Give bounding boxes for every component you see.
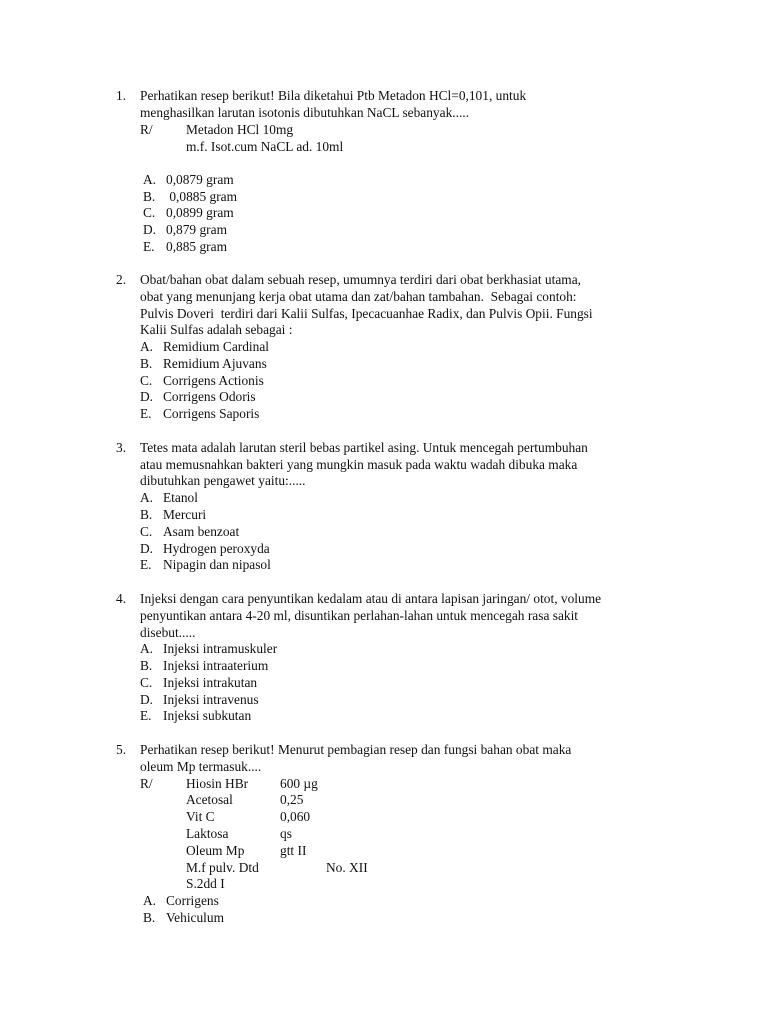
option-text: Hydrogen peroxyda bbox=[163, 541, 270, 556]
option-letter: D. bbox=[140, 541, 154, 556]
option-text: Corrigens bbox=[166, 893, 219, 908]
option-text: Corrigens Odoris bbox=[163, 389, 256, 404]
option-text: 0,879 gram bbox=[166, 222, 227, 237]
question-stem-line: Tetes mata adalah larutan steril bebas partikel asing. Untuk mencegah pertumbuhan bbox=[140, 440, 588, 455]
recipe-ingredient: Laktosa bbox=[186, 826, 229, 841]
option-text: Corrigens Actionis bbox=[163, 373, 264, 388]
option-text: Etanol bbox=[163, 490, 198, 505]
option-text: Injeksi intraaterium bbox=[163, 658, 269, 673]
option-letter: A. bbox=[140, 490, 154, 505]
question-stem-line: Obat/bahan obat dalam sebuah resep, umumnya terdiri dari obat berkhasiat utama, bbox=[140, 272, 581, 287]
option-text: Injeksi intrakutan bbox=[163, 675, 258, 690]
option-text: Remidium Ajuvans bbox=[163, 356, 267, 371]
option-text: Injeksi intravenus bbox=[163, 692, 259, 707]
recipe-ingredient: Oleum Mp bbox=[186, 843, 245, 858]
question-stem-line: dibutuhkan pengawet yaitu:..... bbox=[140, 473, 306, 488]
recipe-ingredient: Hiosin HBr bbox=[186, 776, 249, 791]
option-letter: B. bbox=[140, 356, 153, 371]
question-stem-line: Perhatikan resep berikut! Bila diketahui Ptb Metadon HCl=0,101, untuk bbox=[140, 88, 527, 103]
option-text: Injeksi subkutan bbox=[163, 708, 252, 723]
recipe-dose: 600 µg bbox=[280, 776, 318, 791]
recipe-dose: gtt II bbox=[280, 843, 307, 858]
option-letter: A. bbox=[140, 641, 154, 656]
option-letter: E. bbox=[140, 557, 152, 572]
option-text: Vehiculum bbox=[166, 910, 225, 925]
question-stem-line: Pulvis Doveri terdiri dari Kalii Sulfas, Ipecacuanhae Radix, dan Pulvis Opii. Fungsi bbox=[140, 306, 593, 321]
question-stem-line: Perhatikan resep berikut! Menurut pembagian resep dan fungsi bahan obat maka bbox=[140, 742, 572, 757]
question-number: 4. bbox=[116, 591, 127, 606]
recipe-quantity: No. XII bbox=[326, 860, 368, 875]
question-number: 3. bbox=[116, 440, 127, 455]
question-number: 2. bbox=[116, 272, 127, 287]
option-text: Remidium Cardinal bbox=[163, 339, 269, 354]
recipe-dose: 0,060 bbox=[280, 809, 311, 824]
recipe-signa: S.2dd I bbox=[186, 876, 225, 891]
recipe-label: R/ bbox=[140, 776, 153, 791]
option-text: Corrigens Saporis bbox=[163, 406, 260, 421]
question-stem-line: disebut..... bbox=[140, 625, 196, 640]
option-text: 0,0899 gram bbox=[166, 205, 234, 220]
question-stem-line: penyuntikan antara 4-20 ml, disuntikan perlahan-lahan untuk mencegah rasa sakit bbox=[140, 608, 579, 623]
option-letter: E. bbox=[143, 239, 155, 254]
question-stem-line: Kalii Sulfas adalah sebagai : bbox=[140, 322, 293, 337]
question-stem-line: Injeksi dengan cara penyuntikan kedalam atau di antara lapisan jaringan/ otot, volume bbox=[140, 591, 602, 606]
option-letter: B. bbox=[143, 910, 156, 925]
option-letter: C. bbox=[140, 524, 153, 539]
recipe-dose: qs bbox=[280, 826, 292, 841]
option-text: Asam benzoat bbox=[163, 524, 240, 539]
recipe-ingredient: Acetosal bbox=[186, 792, 233, 807]
option-letter: D. bbox=[140, 692, 154, 707]
option-letter: C. bbox=[143, 205, 156, 220]
option-letter: A. bbox=[143, 893, 157, 908]
option-text: Mercuri bbox=[163, 507, 207, 522]
option-text: Injeksi intramuskuler bbox=[163, 641, 278, 656]
option-letter: A. bbox=[143, 172, 157, 187]
recipe-line: Metadon HCl 10mg bbox=[186, 122, 294, 137]
option-letter: B. bbox=[143, 189, 156, 204]
question-stem-line: oleum Mp termasuk.... bbox=[140, 759, 262, 774]
recipe-label: R/ bbox=[140, 122, 153, 137]
option-letter: C. bbox=[140, 675, 153, 690]
option-letter: E. bbox=[140, 406, 152, 421]
recipe-dose: 0,25 bbox=[280, 792, 304, 807]
option-letter: D. bbox=[140, 389, 154, 404]
option-text: Nipagin dan nipasol bbox=[163, 557, 271, 572]
option-letter: E. bbox=[140, 708, 152, 723]
option-letter: B. bbox=[140, 658, 153, 673]
option-letter: C. bbox=[140, 373, 153, 388]
recipe-ingredient: Vit C bbox=[186, 809, 215, 824]
option-text: 0,0879 gram bbox=[166, 172, 234, 187]
option-letter: A. bbox=[140, 339, 154, 354]
option-text: 0,885 gram bbox=[166, 239, 227, 254]
option-text: 0,0885 gram bbox=[166, 189, 238, 204]
option-letter: B. bbox=[140, 507, 153, 522]
question-number: 1. bbox=[116, 88, 127, 103]
question-stem-line: menghasilkan larutan isotonis dibutuhkan NaCL sebanyak..... bbox=[140, 105, 469, 120]
question-number: 5. bbox=[116, 742, 127, 757]
recipe-line: m.f. Isot.cum NaCL ad. 10ml bbox=[186, 139, 344, 154]
recipe-instruction: M.f pulv. Dtd bbox=[186, 860, 259, 875]
option-letter: D. bbox=[143, 222, 157, 237]
question-stem-line: atau memusnahkan bakteri yang mungkin masuk pada waktu wadah dibuka maka bbox=[140, 457, 578, 472]
question-stem-line: obat yang menunjang kerja obat utama dan zat/bahan tambahan. Sebagai contoh: bbox=[140, 289, 577, 304]
